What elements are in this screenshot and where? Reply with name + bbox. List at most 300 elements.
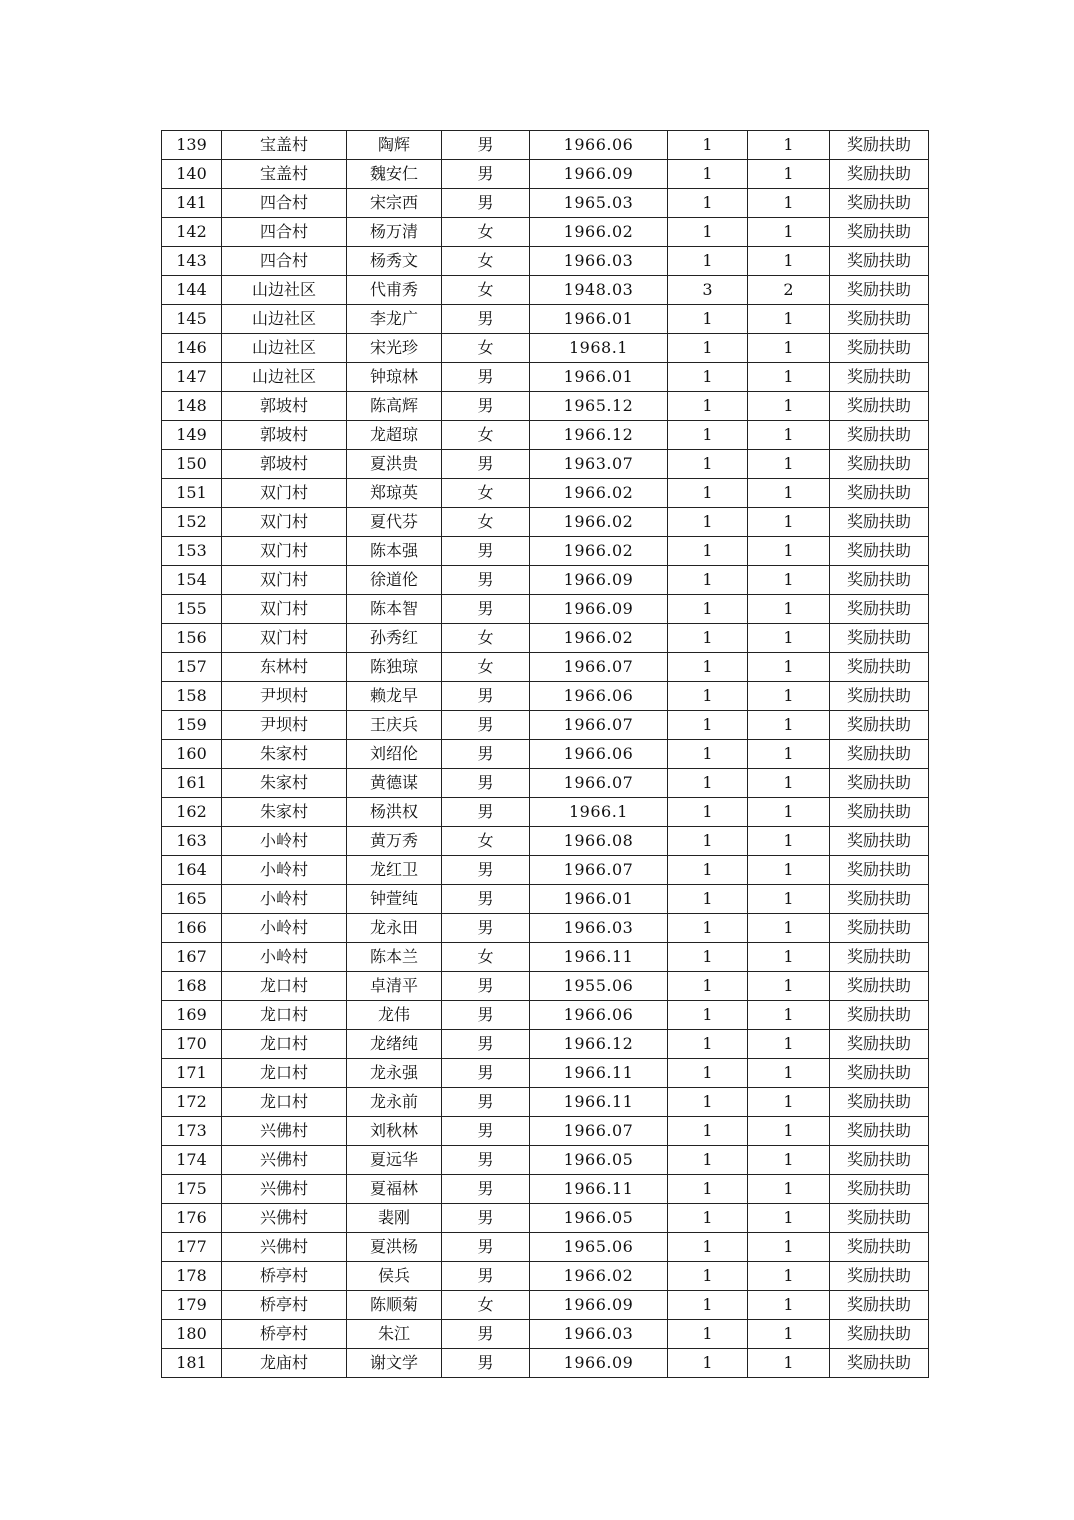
table-row [162, 450, 929, 479]
village-cell: 小岭村 [222, 827, 347, 856]
date-cell: 1966.09 [530, 566, 668, 595]
count-1-cell: 1 [668, 1291, 748, 1320]
name-cell: 李龙广 [347, 305, 442, 334]
count-2-cell: 1 [748, 1088, 830, 1117]
name-cell: 龙永田 [347, 914, 442, 943]
count-1-cell: 1 [668, 421, 748, 450]
village-cell: 兴佛村 [222, 1117, 347, 1146]
count-2-cell: 1 [748, 769, 830, 798]
village-cell: 宝盖村 [222, 131, 347, 160]
date-cell: 1966.03 [530, 247, 668, 276]
village-cell: 龙口村 [222, 1001, 347, 1030]
gender-cell: 男 [442, 131, 530, 160]
date-cell: 1965.03 [530, 189, 668, 218]
village-cell: 小岭村 [222, 856, 347, 885]
count-1-cell: 1 [668, 1233, 748, 1262]
gender-cell: 男 [442, 537, 530, 566]
row-number: 150 [162, 450, 222, 479]
gender-cell: 女 [442, 479, 530, 508]
village-cell: 郭坡村 [222, 450, 347, 479]
table-row [162, 160, 929, 189]
date-cell: 1966.07 [530, 653, 668, 682]
count-1-cell: 1 [668, 537, 748, 566]
gender-cell: 女 [442, 421, 530, 450]
count-1-cell: 1 [668, 1262, 748, 1291]
name-cell: 陈本兰 [347, 943, 442, 972]
date-cell: 1966.03 [530, 1320, 668, 1349]
table-row [162, 334, 929, 363]
date-cell: 1966.02 [530, 508, 668, 537]
roster-body [162, 131, 929, 1378]
name-cell: 龙红卫 [347, 856, 442, 885]
count-1-cell: 1 [668, 334, 748, 363]
count-2-cell: 1 [748, 740, 830, 769]
count-2-cell: 1 [748, 537, 830, 566]
row-number: 159 [162, 711, 222, 740]
support-type-cell: 奖励扶助 [830, 885, 929, 914]
table-row [162, 1088, 929, 1117]
support-type-cell: 奖励扶助 [830, 363, 929, 392]
count-2-cell: 1 [748, 1262, 830, 1291]
name-cell: 卓清平 [347, 972, 442, 1001]
name-cell: 谢文学 [347, 1349, 442, 1378]
village-cell: 郭坡村 [222, 421, 347, 450]
date-cell: 1966.02 [530, 537, 668, 566]
table-row [162, 247, 929, 276]
row-number: 180 [162, 1320, 222, 1349]
row-number: 170 [162, 1030, 222, 1059]
table-row [162, 682, 929, 711]
count-1-cell: 1 [668, 798, 748, 827]
date-cell: 1966.07 [530, 1117, 668, 1146]
name-cell: 龙伟 [347, 1001, 442, 1030]
gender-cell: 男 [442, 189, 530, 218]
gender-cell: 男 [442, 1233, 530, 1262]
table-row [162, 769, 929, 798]
date-cell: 1966.07 [530, 856, 668, 885]
row-number: 140 [162, 160, 222, 189]
row-number: 151 [162, 479, 222, 508]
count-1-cell: 1 [668, 1088, 748, 1117]
count-1-cell: 1 [668, 160, 748, 189]
table-row [162, 856, 929, 885]
count-1-cell: 1 [668, 1320, 748, 1349]
gender-cell: 男 [442, 1349, 530, 1378]
village-cell: 朱家村 [222, 798, 347, 827]
table-row [162, 1175, 929, 1204]
count-1-cell: 1 [668, 1175, 748, 1204]
count-1-cell: 1 [668, 131, 748, 160]
count-2-cell: 1 [748, 450, 830, 479]
date-cell: 1966.12 [530, 421, 668, 450]
row-number: 176 [162, 1204, 222, 1233]
count-1-cell: 1 [668, 1059, 748, 1088]
name-cell: 徐道伦 [347, 566, 442, 595]
row-number: 181 [162, 1349, 222, 1378]
count-1-cell: 1 [668, 450, 748, 479]
name-cell: 王庆兵 [347, 711, 442, 740]
name-cell: 陈顺菊 [347, 1291, 442, 1320]
support-type-cell: 奖励扶助 [830, 218, 929, 247]
table-row [162, 508, 929, 537]
table-row [162, 885, 929, 914]
row-number: 160 [162, 740, 222, 769]
table-row [162, 943, 929, 972]
row-number: 142 [162, 218, 222, 247]
date-cell: 1966.11 [530, 1088, 668, 1117]
count-2-cell: 1 [748, 711, 830, 740]
support-type-cell: 奖励扶助 [830, 1059, 929, 1088]
gender-cell: 男 [442, 566, 530, 595]
table-row [162, 363, 929, 392]
table-row [162, 537, 929, 566]
name-cell: 杨洪权 [347, 798, 442, 827]
village-cell: 双门村 [222, 624, 347, 653]
support-type-cell: 奖励扶助 [830, 1175, 929, 1204]
gender-cell: 男 [442, 1320, 530, 1349]
row-number: 168 [162, 972, 222, 1001]
row-number: 158 [162, 682, 222, 711]
name-cell: 龙绪纯 [347, 1030, 442, 1059]
gender-cell: 女 [442, 247, 530, 276]
gender-cell: 女 [442, 276, 530, 305]
count-2-cell: 1 [748, 885, 830, 914]
gender-cell: 男 [442, 1146, 530, 1175]
date-cell: 1966.02 [530, 624, 668, 653]
village-cell: 龙口村 [222, 972, 347, 1001]
count-2-cell: 1 [748, 1001, 830, 1030]
name-cell: 宋宗西 [347, 189, 442, 218]
village-cell: 双门村 [222, 479, 347, 508]
table-row [162, 1146, 929, 1175]
support-type-cell: 奖励扶助 [830, 1262, 929, 1291]
count-2-cell: 1 [748, 479, 830, 508]
date-cell: 1966.11 [530, 1059, 668, 1088]
count-2-cell: 1 [748, 595, 830, 624]
table-row [162, 421, 929, 450]
count-1-cell: 1 [668, 392, 748, 421]
count-1-cell: 1 [668, 508, 748, 537]
support-type-cell: 奖励扶助 [830, 1233, 929, 1262]
name-cell: 钟琼林 [347, 363, 442, 392]
gender-cell: 男 [442, 682, 530, 711]
count-2-cell: 1 [748, 247, 830, 276]
table-row [162, 653, 929, 682]
row-number: 178 [162, 1262, 222, 1291]
table-row [162, 479, 929, 508]
row-number: 147 [162, 363, 222, 392]
support-type-cell: 奖励扶助 [830, 421, 929, 450]
date-cell: 1966.06 [530, 740, 668, 769]
row-number: 169 [162, 1001, 222, 1030]
date-cell: 1966.11 [530, 943, 668, 972]
table-row [162, 740, 929, 769]
count-2-cell: 1 [748, 827, 830, 856]
date-cell: 1963.07 [530, 450, 668, 479]
count-2-cell: 1 [748, 1204, 830, 1233]
date-cell: 1966.08 [530, 827, 668, 856]
gender-cell: 女 [442, 827, 530, 856]
name-cell: 龙永前 [347, 1088, 442, 1117]
count-2-cell: 1 [748, 189, 830, 218]
gender-cell: 男 [442, 711, 530, 740]
village-cell: 朱家村 [222, 769, 347, 798]
name-cell: 陈本智 [347, 595, 442, 624]
gender-cell: 女 [442, 218, 530, 247]
count-2-cell: 1 [748, 131, 830, 160]
village-cell: 小岭村 [222, 914, 347, 943]
count-2-cell: 1 [748, 160, 830, 189]
count-2-cell: 1 [748, 856, 830, 885]
gender-cell: 男 [442, 740, 530, 769]
gender-cell: 男 [442, 392, 530, 421]
row-number: 154 [162, 566, 222, 595]
gender-cell: 男 [442, 798, 530, 827]
gender-cell: 男 [442, 885, 530, 914]
table-row [162, 218, 929, 247]
support-type-cell: 奖励扶助 [830, 624, 929, 653]
village-cell: 四合村 [222, 218, 347, 247]
name-cell: 陈高辉 [347, 392, 442, 421]
village-cell: 兴佛村 [222, 1233, 347, 1262]
count-1-cell: 1 [668, 363, 748, 392]
count-2-cell: 1 [748, 914, 830, 943]
village-cell: 兴佛村 [222, 1146, 347, 1175]
name-cell: 夏远华 [347, 1146, 442, 1175]
support-type-cell: 奖励扶助 [830, 914, 929, 943]
row-number: 174 [162, 1146, 222, 1175]
count-1-cell: 1 [668, 566, 748, 595]
table-row [162, 1204, 929, 1233]
count-1-cell: 1 [668, 1349, 748, 1378]
table-row [162, 1117, 929, 1146]
support-type-cell: 奖励扶助 [830, 247, 929, 276]
gender-cell: 男 [442, 1030, 530, 1059]
support-type-cell: 奖励扶助 [830, 972, 929, 1001]
count-1-cell: 1 [668, 1001, 748, 1030]
count-1-cell: 1 [668, 827, 748, 856]
gender-cell: 男 [442, 856, 530, 885]
table-row [162, 711, 929, 740]
count-2-cell: 1 [748, 1030, 830, 1059]
count-1-cell: 3 [668, 276, 748, 305]
row-number: 157 [162, 653, 222, 682]
date-cell: 1966.02 [530, 1262, 668, 1291]
table-row [162, 972, 929, 1001]
row-number: 145 [162, 305, 222, 334]
date-cell: 1966.09 [530, 595, 668, 624]
name-cell: 杨秀文 [347, 247, 442, 276]
village-cell: 山边社区 [222, 363, 347, 392]
table-row [162, 827, 929, 856]
name-cell: 代甫秀 [347, 276, 442, 305]
row-number: 162 [162, 798, 222, 827]
row-number: 149 [162, 421, 222, 450]
gender-cell: 男 [442, 1001, 530, 1030]
date-cell: 1966.11 [530, 1175, 668, 1204]
name-cell: 宋光珍 [347, 334, 442, 363]
row-number: 177 [162, 1233, 222, 1262]
row-number: 141 [162, 189, 222, 218]
village-cell: 山边社区 [222, 276, 347, 305]
village-cell: 龙口村 [222, 1088, 347, 1117]
date-cell: 1965.12 [530, 392, 668, 421]
table-row [162, 914, 929, 943]
support-type-cell: 奖励扶助 [830, 392, 929, 421]
gender-cell: 男 [442, 305, 530, 334]
count-2-cell: 1 [748, 392, 830, 421]
table-row [162, 798, 929, 827]
table-row [162, 392, 929, 421]
count-1-cell: 1 [668, 218, 748, 247]
count-1-cell: 1 [668, 189, 748, 218]
support-type-cell: 奖励扶助 [830, 798, 929, 827]
village-cell: 宝盖村 [222, 160, 347, 189]
date-cell: 1966.07 [530, 769, 668, 798]
date-cell: 1948.03 [530, 276, 668, 305]
date-cell: 1966.01 [530, 363, 668, 392]
date-cell: 1966.01 [530, 305, 668, 334]
support-type-cell: 奖励扶助 [830, 479, 929, 508]
village-cell: 龙口村 [222, 1059, 347, 1088]
support-type-cell: 奖励扶助 [830, 1088, 929, 1117]
count-2-cell: 1 [748, 1059, 830, 1088]
gender-cell: 女 [442, 508, 530, 537]
row-number: 163 [162, 827, 222, 856]
count-2-cell: 1 [748, 421, 830, 450]
support-type-cell: 奖励扶助 [830, 1291, 929, 1320]
name-cell: 刘绍伦 [347, 740, 442, 769]
village-cell: 四合村 [222, 189, 347, 218]
support-type-cell: 奖励扶助 [830, 566, 929, 595]
village-cell: 东林村 [222, 653, 347, 682]
count-2-cell: 1 [748, 943, 830, 972]
gender-cell: 女 [442, 653, 530, 682]
row-number: 148 [162, 392, 222, 421]
row-number: 144 [162, 276, 222, 305]
date-cell: 1965.06 [530, 1233, 668, 1262]
table-row [162, 131, 929, 160]
village-cell: 龙庙村 [222, 1349, 347, 1378]
support-type-cell: 奖励扶助 [830, 769, 929, 798]
table-row [162, 276, 929, 305]
count-1-cell: 1 [668, 624, 748, 653]
gender-cell: 男 [442, 1175, 530, 1204]
count-2-cell: 1 [748, 218, 830, 247]
support-type-cell: 奖励扶助 [830, 827, 929, 856]
count-2-cell: 1 [748, 1291, 830, 1320]
row-number: 156 [162, 624, 222, 653]
support-type-cell: 奖励扶助 [830, 943, 929, 972]
count-2-cell: 1 [748, 363, 830, 392]
gender-cell: 男 [442, 1117, 530, 1146]
village-cell: 小岭村 [222, 885, 347, 914]
name-cell: 龙超琼 [347, 421, 442, 450]
date-cell: 1966.03 [530, 914, 668, 943]
count-2-cell: 1 [748, 624, 830, 653]
gender-cell: 男 [442, 1059, 530, 1088]
row-number: 155 [162, 595, 222, 624]
count-2-cell: 1 [748, 508, 830, 537]
row-number: 153 [162, 537, 222, 566]
support-type-cell: 奖励扶助 [830, 276, 929, 305]
gender-cell: 男 [442, 160, 530, 189]
count-1-cell: 1 [668, 885, 748, 914]
name-cell: 黄万秀 [347, 827, 442, 856]
count-1-cell: 1 [668, 943, 748, 972]
table-row [162, 1320, 929, 1349]
count-1-cell: 1 [668, 305, 748, 334]
count-2-cell: 1 [748, 1349, 830, 1378]
support-type-cell: 奖励扶助 [830, 1349, 929, 1378]
count-2-cell: 1 [748, 972, 830, 1001]
gender-cell: 男 [442, 1088, 530, 1117]
count-1-cell: 1 [668, 595, 748, 624]
support-type-cell: 奖励扶助 [830, 1001, 929, 1030]
count-2-cell: 1 [748, 334, 830, 363]
name-cell: 龙永强 [347, 1059, 442, 1088]
village-cell: 双门村 [222, 595, 347, 624]
row-number: 152 [162, 508, 222, 537]
name-cell: 夏洪贵 [347, 450, 442, 479]
count-2-cell: 1 [748, 305, 830, 334]
table-row [162, 1291, 929, 1320]
support-type-cell: 奖励扶助 [830, 1320, 929, 1349]
table-row [162, 1262, 929, 1291]
gender-cell: 男 [442, 769, 530, 798]
count-2-cell: 2 [748, 276, 830, 305]
name-cell: 钟萱纯 [347, 885, 442, 914]
support-type-cell: 奖励扶助 [830, 189, 929, 218]
count-2-cell: 1 [748, 1146, 830, 1175]
gender-cell: 男 [442, 1262, 530, 1291]
gender-cell: 女 [442, 624, 530, 653]
table-row [162, 1233, 929, 1262]
table-row [162, 1030, 929, 1059]
village-cell: 朱家村 [222, 740, 347, 769]
name-cell: 孙秀红 [347, 624, 442, 653]
name-cell: 侯兵 [347, 1262, 442, 1291]
date-cell: 1966.09 [530, 160, 668, 189]
name-cell: 赖龙早 [347, 682, 442, 711]
village-cell: 兴佛村 [222, 1175, 347, 1204]
table-row [162, 305, 929, 334]
gender-cell: 男 [442, 914, 530, 943]
count-1-cell: 1 [668, 856, 748, 885]
table-row [162, 1349, 929, 1378]
date-cell: 1966.1 [530, 798, 668, 827]
count-1-cell: 1 [668, 479, 748, 508]
village-cell: 山边社区 [222, 305, 347, 334]
gender-cell: 男 [442, 450, 530, 479]
count-1-cell: 1 [668, 682, 748, 711]
count-1-cell: 1 [668, 653, 748, 682]
name-cell: 裴刚 [347, 1204, 442, 1233]
count-1-cell: 1 [668, 914, 748, 943]
count-1-cell: 1 [668, 740, 748, 769]
village-cell: 小岭村 [222, 943, 347, 972]
name-cell: 黄德谋 [347, 769, 442, 798]
village-cell: 尹坝村 [222, 682, 347, 711]
date-cell: 1966.09 [530, 1349, 668, 1378]
date-cell: 1966.12 [530, 1030, 668, 1059]
support-type-cell: 奖励扶助 [830, 682, 929, 711]
count-1-cell: 1 [668, 1146, 748, 1175]
gender-cell: 女 [442, 334, 530, 363]
roster-table [161, 130, 929, 1378]
name-cell: 夏洪杨 [347, 1233, 442, 1262]
table-row [162, 1001, 929, 1030]
